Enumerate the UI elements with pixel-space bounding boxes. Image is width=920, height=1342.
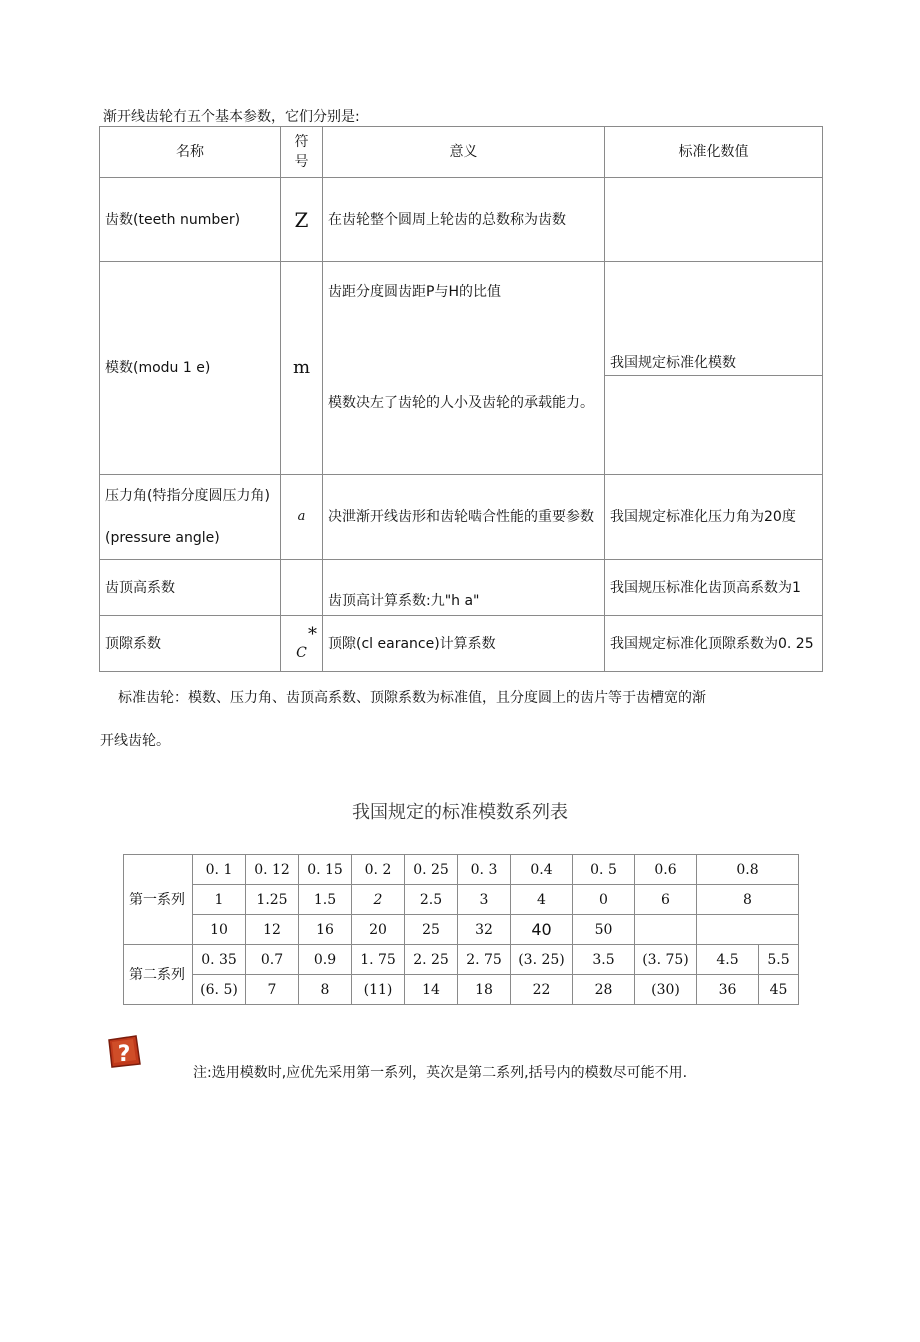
header-standard: 标准化数值 <box>605 127 823 178</box>
module-cell: 8 <box>697 885 799 915</box>
module-cell: (3. 75) <box>635 945 697 975</box>
module-cell: 2 <box>352 885 405 915</box>
module-cell: 0.7 <box>246 945 299 975</box>
parameter-table <box>99 126 823 672</box>
cell-symbol <box>281 560 323 616</box>
cell-meaning: 在齿轮整个圆周上轮齿的总数称为齿数 <box>323 178 605 262</box>
meaning-line-1: 齿距分度圆齿距P与H的比值 <box>328 284 501 300</box>
module-series-table <box>123 854 799 1005</box>
module-cell: 5.5 <box>759 945 799 975</box>
module-cell: 2. 25 <box>405 945 458 975</box>
module-cell: 18 <box>458 975 511 1005</box>
module-cell: 45 <box>759 975 799 1005</box>
module-cell: 0. 2 <box>352 855 405 885</box>
cell-symbol: Z <box>281 178 323 262</box>
table-row <box>100 475 823 560</box>
cell-standard: 我国规定标准化模数 <box>605 262 823 376</box>
module-cell: (30) <box>635 975 697 1005</box>
svg-text:?: ? <box>117 1042 131 1067</box>
cell-symbol: m <box>281 262 323 475</box>
symbol-star: * <box>308 623 317 645</box>
series2-label <box>124 945 193 1005</box>
series1-label <box>124 855 193 945</box>
header-symbol <box>281 127 323 178</box>
module-cell: 7 <box>246 975 299 1005</box>
cell-standard <box>605 178 823 262</box>
cell-standard: 我国规定标准化压力角为20度 <box>605 475 823 560</box>
meaning-line-2: 模数决左了齿轮的人小及齿轮的承载能力。 <box>328 395 594 411</box>
module-cell: 8 <box>299 975 352 1005</box>
cell-meaning: 齿顶高计算系数:九"h a" <box>323 560 605 616</box>
table-row <box>100 262 823 376</box>
module-cell: (11) <box>352 975 405 1005</box>
module-cell: 1.5 <box>299 885 352 915</box>
module-cell: 3.5 <box>573 945 635 975</box>
cell-standard: 我国规定标准化顶隙系数为0. 25 <box>605 616 823 672</box>
module-cell: 2.5 <box>405 885 458 915</box>
module-cell: 0. 25 <box>405 855 458 885</box>
table-row <box>100 178 823 262</box>
module-cell: 40 <box>511 915 573 945</box>
standard-gear-note-cont: 开线齿轮。 <box>100 733 170 749</box>
module-cell: 16 <box>299 915 352 945</box>
module-cell: 0.9 <box>299 945 352 975</box>
cell-name: 压力角(特指分度圆压力角)(pressure angle) <box>100 475 281 560</box>
series2-row-2 <box>124 975 799 1005</box>
cell-name: 齿数(teeth number) <box>100 178 281 262</box>
module-cell: 0 <box>573 885 635 915</box>
cell-name: 齿顶高系数 <box>100 560 281 616</box>
module-cell <box>635 915 697 945</box>
module-table-title: 我国规定的标准模数系列表 <box>352 802 568 823</box>
cell-symbol <box>281 616 323 672</box>
module-cell: 3 <box>458 885 511 915</box>
module-cell: 14 <box>405 975 458 1005</box>
module-cell: (6. 5) <box>193 975 246 1005</box>
series1-row-3 <box>124 915 799 945</box>
module-cell: 1 <box>193 885 246 915</box>
module-cell: 22 <box>511 975 573 1005</box>
module-cell: 1.25 <box>246 885 299 915</box>
module-cell: 1. 75 <box>352 945 405 975</box>
module-cell: 4.5 <box>697 945 759 975</box>
module-cell: 4 <box>511 885 573 915</box>
module-cell: (3. 25) <box>511 945 573 975</box>
header-name: 名称 <box>100 127 281 178</box>
module-cell: 0. 1 <box>193 855 246 885</box>
module-cell: 0. 12 <box>246 855 299 885</box>
module-cell: 0. 5 <box>573 855 635 885</box>
module-cell: 0.4 <box>511 855 573 885</box>
cell-name: 模数(modu 1 e) <box>100 262 281 475</box>
cell-meaning: 决泄渐开线齿形和齿轮啮合性能的重要参数 <box>323 475 605 560</box>
module-cell: 0. 35 <box>193 945 246 975</box>
question-icon <box>106 1034 140 1068</box>
module-cell: 0. 3 <box>458 855 511 885</box>
cell-meaning: 顶隙(cl earance)计算系数 <box>323 616 605 672</box>
module-selection-note: 注:选用模数时,应优先采用第一系列，英次是第二系列,括号内的模数尽可能不用. <box>193 1065 688 1081</box>
module-cell: 50 <box>573 915 635 945</box>
series2-label-text: 第二系列 <box>129 966 185 983</box>
module-cell: 0. 15 <box>299 855 352 885</box>
symbol-c: C <box>296 644 307 661</box>
module-cell: 20 <box>352 915 405 945</box>
cell-symbol: a <box>281 475 323 560</box>
cell-standard: 我国规压标准化齿顶高系数为1 <box>605 560 823 616</box>
module-cell: 6 <box>635 885 697 915</box>
module-cell: 25 <box>405 915 458 945</box>
module-cell: 36 <box>697 975 759 1005</box>
module-cell: 28 <box>573 975 635 1005</box>
intro-text: 渐开线齿轮冇五个基本参数，它们分别是: <box>103 109 360 125</box>
table-row <box>100 616 823 672</box>
cell-standard-2 <box>605 376 823 475</box>
module-cell: 2. 75 <box>458 945 511 975</box>
module-cell: 10 <box>193 915 246 945</box>
table-row <box>100 560 823 616</box>
series2-row-1 <box>124 945 799 975</box>
module-cell: 0.8 <box>697 855 799 885</box>
module-cell <box>697 915 799 945</box>
series1-row-2 <box>124 885 799 915</box>
series1-row-1 <box>124 855 799 885</box>
module-cell: 32 <box>458 915 511 945</box>
series1-label-text: 第一系列 <box>129 891 185 908</box>
module-cell: 0.6 <box>635 855 697 885</box>
cell-name: 顶隙系数 <box>100 616 281 672</box>
table-header-row <box>100 127 823 178</box>
header-meaning: 意义 <box>323 127 605 178</box>
header-symbol-text: 符号 <box>294 134 309 170</box>
module-cell: 12 <box>246 915 299 945</box>
cell-meaning <box>323 262 605 475</box>
standard-gear-note: 标准齿轮：模数、压力角、齿顶高系数、顶隙系数为标准值，且分度圆上的齿片等于齿槽宽的渐 <box>118 690 706 706</box>
